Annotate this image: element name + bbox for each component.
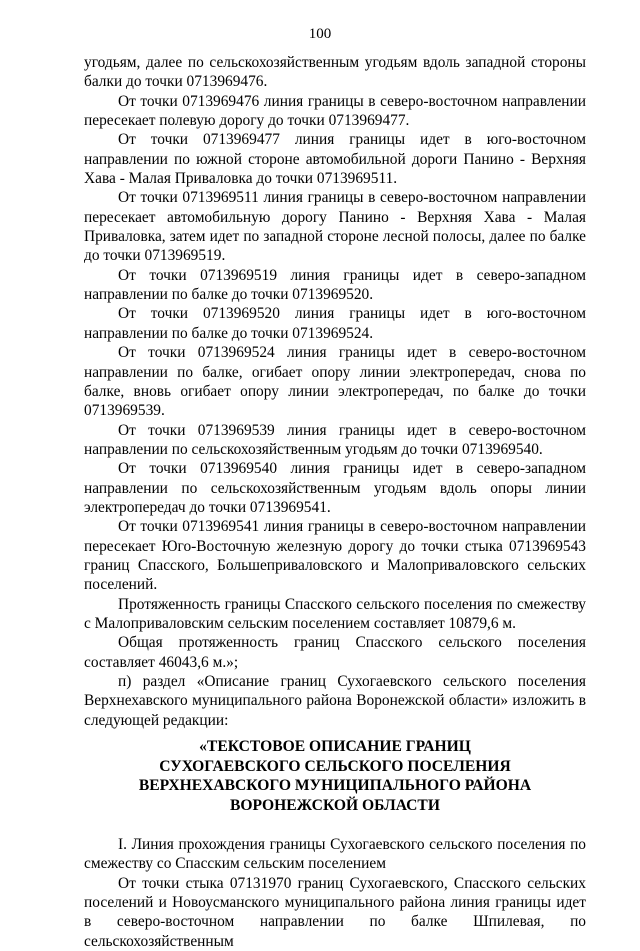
paragraph: От точки 0713969524 линия границы идет в северо-восточном направлении по балке, огибает опору линии электропередач, снова по балке, вновь огибает опору линии электропередач, по балке до точки 0713969539.: [84, 344, 586, 420]
paragraph: Общая протяженность границ Спасского сельского поселения составляет 46043,6 м.»;: [84, 634, 586, 671]
paragraph: От точки 0713969519 линия границы идет в северо-западном направлении по балке до точки 0713969520.: [84, 266, 586, 304]
heading-line: СУХОГАЕВСКОГО СЕЛЬСКОГО ПОСЕЛЕНИЯ: [159, 757, 511, 775]
page-number: 100: [308, 26, 332, 42]
paragraph: От точки стыка 07131970 границ Сухогаевского, Спасского сельских поселений и Новоусманского муниципального района линия границы идет в северо-восточном направлении по балке Шпилевая, по сельскохозяйственным: [84, 874, 586, 950]
heading-line: ВЕРХНЕХАВСКОГО МУНИЦИПАЛЬНОГО РАЙОНА: [138, 777, 532, 795]
paragraph: От точки 0713969477 линия границы идет в юго-восточном направлении по южной стороне автомобильной дороги Панино - Верхняя Хава - Малая Приваловка до точки 0713969511.: [84, 131, 586, 188]
spacer: [84, 815, 586, 835]
paragraph: От точки 0713969476 линия границы в северо-восточном направлении пересекает полевую дорогу до точки 0713969477.: [84, 92, 586, 130]
paragraph: От точки 0713969511 линия границы в северо-восточном направлении пересекает автомобильную дорогу Панино - Верхняя Хава - Малая Приваловка, затем идет по западной стороне лесной полосы, далее по балке до точки 0713969519.: [84, 189, 586, 265]
paragraph: От точки 0713969520 линия границы идет в юго-восточном направлении по балке до точки 0713969524.: [84, 305, 586, 342]
document-body: [84, 53, 586, 951]
paragraph: От точки 0713969541 линия границы в северо-восточном направлении пересекает Юго-Восточную железную дорогу до точки стыка 0713969543 границ Спасского, Большеприваловского и Малоприваловского сельских поселений.: [84, 518, 586, 594]
heading-line: ВОРОНЕЖСКОЙ ОБЛАСТИ: [230, 796, 440, 814]
paragraph: От точки 0713969540 линия границы идет в северо-западном направлении по сельскохозяйственным угодьям вдоль опоры линии электропередач до точки 0713969541.: [84, 460, 586, 516]
heading-line: «ТЕКСТОВОЕ ОПИСАНИЕ ГРАНИЦ: [199, 738, 471, 756]
section-heading: [84, 737, 586, 815]
paragraph: Протяженность границы Спасского сельского поселения по смежеству с Малоприваловским сельским поселением составляет 10879,6 м.: [84, 595, 586, 632]
paragraph: п) раздел «Описание границ Сухогаевского сельского поселения Верхнехавского муниципального района Воронежской области» изложить в следующей редакции:: [84, 673, 586, 729]
paragraph: От точки 0713969539 линия границы идет в северо-восточном направлении по сельскохозяйственным угодьям до точки 0713969540.: [84, 421, 586, 458]
paragraph: I. Линия прохождения границы Сухогаевского сельского поселения по смежеству со Спасским сельским поселением: [84, 836, 586, 873]
paragraph: угодьям, далее по сельскохозяйственным угодьям вдоль западной стороны балки до точки 0713969476.: [84, 54, 586, 91]
